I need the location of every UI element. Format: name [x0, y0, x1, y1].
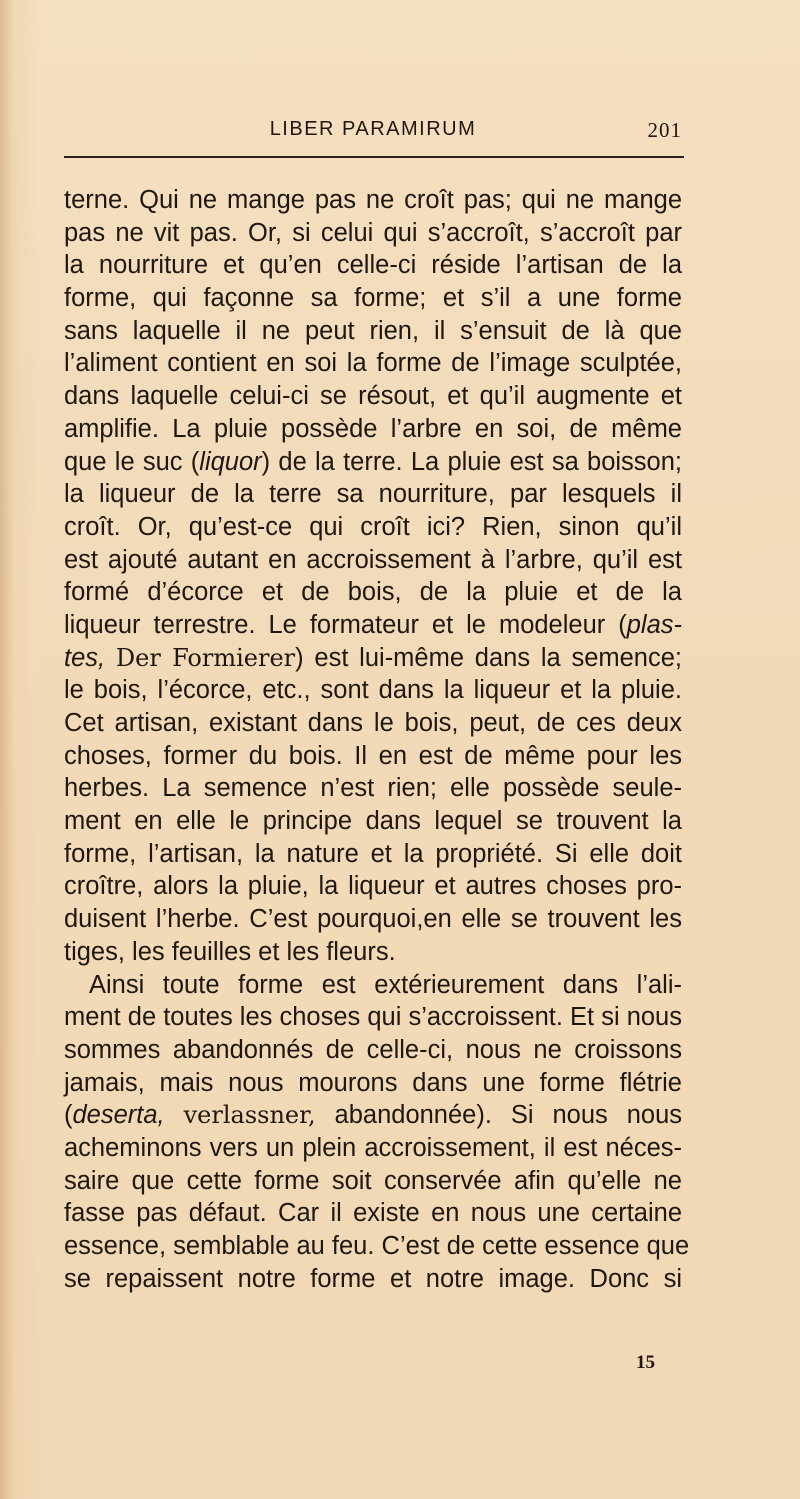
text-line: dans laquelle celui-ci se résout, et qu’il augmente et — [64, 382, 682, 411]
text-line: Cet artisan, existant dans le bois, peut, de ces deux — [64, 709, 682, 737]
running-head — [64, 118, 682, 148]
text-line: la liqueur de la terre sa nourriture, par lesquels il — [64, 480, 682, 509]
text-line: saire que cette forme soit conservée afin qu’elle ne — [64, 1166, 682, 1195]
running-title: LIBER PARAMIRUM — [269, 118, 477, 140]
text-segment: ) de la terre. La pluie est sa boisson; — [261, 447, 682, 476]
text-segment: liqueur terrestre. Le formateur et le modeleur ( — [64, 610, 627, 639]
signature-mark: 15 — [636, 1352, 655, 1373]
text-line: terne. Qui ne mange pas ne croît pas; qui ne mange — [64, 186, 682, 214]
text-line: acheminons vers un plein accroissement, il est néces- — [64, 1133, 682, 1162]
text-segment: ) est lui-même dans la semence; — [295, 643, 683, 672]
text-line: sans laquelle il ne peut rien, il s’ensuit de là que — [64, 316, 682, 345]
text-line: se repaissent notre forme et notre image. Donc si — [64, 1264, 682, 1293]
latin-term-plastes-end: tes, — [64, 643, 106, 672]
text-line: croît. Or, qu’est-ce qui croît ici? Rien, sinon qu’il — [64, 512, 682, 541]
body-text — [64, 184, 690, 1295]
text-line: ment en elle le principe dans lequel se trouvent la — [64, 807, 682, 836]
text-line: croître, alors la pluie, la liqueur et autres choses pro- — [64, 872, 682, 901]
text-line: amplifie. La pluie possède l’arbre en soi, de même — [64, 414, 682, 443]
text-line: jamais, mais nous mourons dans une forme flétrie — [64, 1068, 682, 1097]
german-term-verlassner: verlassner, — [183, 1101, 316, 1130]
text-line — [64, 446, 682, 479]
page-number: 201 — [647, 118, 682, 142]
text-line: la nourriture et qu’en celle-ci réside l’artisan de la — [64, 251, 682, 280]
text-line: forme, qui façonne sa forme; et s’il a une forme — [64, 284, 682, 313]
text-line: duisent l’herbe. C’est pourquoi,en elle se trouvent les — [64, 905, 682, 934]
text-line: formé d’écorce et de bois, de la pluie et de la — [64, 578, 682, 607]
text-line: sommes abandonnés de celle-ci, nous ne croissons — [64, 1035, 682, 1064]
text-line: le bois, l’écorce, etc., sont dans la liqueur et la pluie. — [64, 676, 682, 705]
text-line: ment de toutes les choses qui s’accroissent. Et si nous — [64, 1003, 682, 1032]
text-segment: abandonnée). Si nous nous — [334, 1101, 683, 1130]
text-line: essence, semblable au feu. C’est de cette essence que — [64, 1232, 690, 1260]
header-rule — [64, 156, 684, 158]
text-line: fasse pas défaut. Car il existe en nous une certaine — [64, 1199, 682, 1228]
text-line — [64, 642, 682, 675]
text-line: pas ne vit pas. Or, si celui qui s’accroît, s’accroît par — [64, 218, 682, 247]
text-line: Ainsi toute forme est extérieurement dans l’ali- — [89, 970, 682, 999]
text-line — [64, 1099, 682, 1132]
latin-term-liquor: liquor — [199, 447, 262, 476]
text-line: herbes. La semence n’est rien; elle possède seule- — [64, 774, 682, 803]
latin-term-deserta: deserta, — [72, 1101, 165, 1130]
text-line: l’aliment contient en soi la forme de l’image sculptée, — [64, 349, 682, 378]
german-term-formierer: Der Formierer — [115, 643, 296, 672]
text-line: choses, former du bois. Il en est de même pour les — [64, 741, 682, 770]
text-line: tiges, les feuilles et les fleurs. — [64, 937, 396, 966]
latin-term-plastes: plas- — [626, 610, 682, 639]
text-line: forme, l’artisan, la nature et la propriété. Si elle doit — [64, 839, 682, 868]
text-segment: ( — [64, 1101, 73, 1130]
text-segment: que le suc ( — [64, 447, 200, 476]
text-line: est ajouté autant en accroissement à l’arbre, qu’il est — [64, 545, 682, 574]
text-line — [64, 609, 682, 642]
